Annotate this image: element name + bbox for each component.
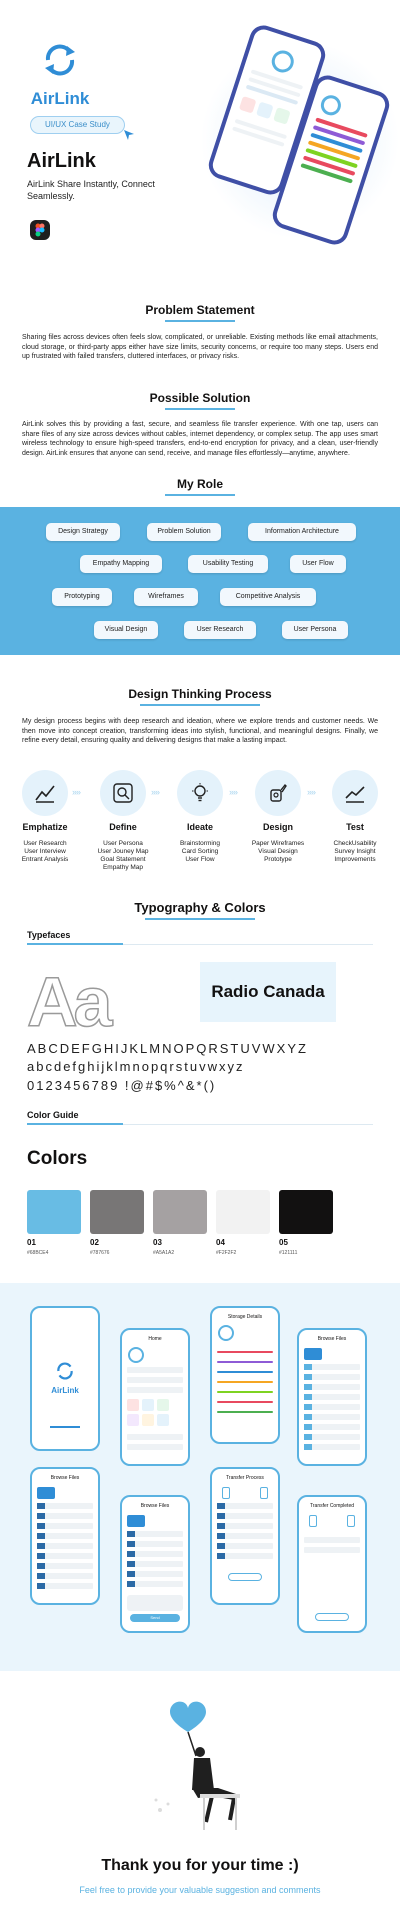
step-title: Define bbox=[109, 822, 137, 832]
role-title-text: My Role bbox=[176, 477, 223, 491]
swatch-number: 02 bbox=[90, 1238, 99, 1247]
step-title: Design bbox=[262, 822, 293, 832]
transfer-title: Transfer Process bbox=[226, 1475, 264, 1481]
browse-title: Browse Files bbox=[140, 1503, 170, 1509]
role-chip: Information Architecture bbox=[248, 523, 356, 541]
transfer-screen bbox=[210, 1467, 280, 1605]
swatch-number: 01 bbox=[27, 1238, 36, 1247]
browse-title: Browse Files bbox=[317, 1336, 347, 1342]
role-chip: User Flow bbox=[290, 555, 346, 573]
step-item: User Jouney Map bbox=[97, 848, 149, 855]
browse-title: Browse Files bbox=[50, 1475, 80, 1481]
arrow-chevrons: ›››› bbox=[151, 787, 159, 797]
browse-screen bbox=[297, 1328, 367, 1466]
font-name-card: Radio Canada bbox=[200, 962, 336, 1022]
figma-icon bbox=[30, 220, 50, 240]
role-title bbox=[0, 477, 400, 496]
splash-brand: AirLink bbox=[51, 1386, 79, 1395]
color-swatch bbox=[216, 1190, 270, 1234]
home-title: Home bbox=[148, 1336, 162, 1342]
step-define bbox=[88, 770, 158, 872]
hero-title: AirLink bbox=[27, 150, 96, 172]
swatch-number: 03 bbox=[153, 1238, 162, 1247]
trend-icon bbox=[332, 770, 378, 816]
brand-name: AirLink bbox=[30, 89, 90, 108]
hero-section bbox=[0, 0, 400, 270]
role-chip: Prototyping bbox=[52, 588, 112, 606]
role-band bbox=[0, 507, 400, 655]
step-items bbox=[165, 840, 235, 864]
colors-title: Colors bbox=[27, 1148, 88, 1169]
sync-logo-icon bbox=[54, 1360, 76, 1382]
swatch-number: 05 bbox=[279, 1238, 288, 1247]
step-item: CheckUsability bbox=[333, 840, 377, 847]
color-swatch bbox=[27, 1190, 81, 1234]
arrow-chevrons: ›››› bbox=[229, 787, 237, 797]
browse-screen-send bbox=[120, 1495, 190, 1633]
step-items bbox=[88, 840, 158, 872]
home-screen bbox=[120, 1328, 190, 1466]
step-item: Prototype bbox=[264, 856, 292, 863]
swatch-hex: #F2F2F2 bbox=[216, 1250, 237, 1256]
swatch-hex: #121111 bbox=[279, 1250, 298, 1256]
heart-icon bbox=[170, 1702, 206, 1732]
screens-showcase bbox=[0, 1283, 400, 1671]
thinking-text: My design process begins with deep research and ideation, where we explore trends and customer needs. We then move into concept creation, transforming ideas into stylish, functional, and meaningful designs. Finally, we refine every detail, ensuring quality and delivering designs that make a lasting impact. bbox=[22, 718, 378, 744]
sync-logo-icon bbox=[40, 40, 80, 80]
digits-symbols: 0123456789 !@#$%^&*() bbox=[27, 1078, 217, 1093]
step-item: User Interview bbox=[24, 848, 66, 855]
color-guide-label: Color Guide bbox=[27, 1110, 79, 1120]
transfer-complete-screen bbox=[297, 1495, 367, 1633]
problem-title-text: Problem Statement bbox=[145, 303, 255, 317]
step-items bbox=[320, 840, 390, 864]
step-design bbox=[243, 770, 313, 864]
feedback-note: Feel free to provide your valuable suggestion and comments bbox=[79, 1885, 321, 1895]
role-chip: Problem Solution bbox=[147, 523, 221, 541]
role-chip: Visual Design bbox=[94, 621, 158, 639]
role-chip: Empathy Mapping bbox=[80, 555, 162, 573]
case-study-pill: UI/UX Case Study bbox=[30, 116, 125, 134]
typefaces-label: Typefaces bbox=[27, 930, 71, 940]
chart-icon bbox=[22, 770, 68, 816]
brand-logo bbox=[30, 40, 90, 109]
magnifier-icon bbox=[100, 770, 146, 816]
design-tools-icon bbox=[255, 770, 301, 816]
step-item: User Research bbox=[23, 840, 67, 847]
typography-title-text: Typography & Colors bbox=[134, 900, 266, 915]
step-item: Entrant Analysis bbox=[21, 856, 69, 863]
step-item: Survey Insight bbox=[334, 848, 376, 855]
step-item: Goal Statement bbox=[100, 856, 146, 863]
problem-text: Sharing files across devices often feels slow, complicated, or unreliable. Existing methods like email attachments, cloud storage, or third-party apps either have size limits, security concerns, or require too many steps. Users end up frustrated with failed transfers, cluttered interfaces, or privacy risks. bbox=[22, 334, 378, 360]
solution-text: AirLink solves this by providing a fast, secure, and seamless file transfer experience. With one tap, users can share files of any size across devices without cables, internet dependency, or complex setup. The app uses smart wireless technology to ensure high-speed transfers, end-to-end encryption for privacy, and a clean, user-friendly design. AirLink ensures that anyone can send, receive, and manage files effortlessly—anytime, anywhere. bbox=[22, 421, 378, 457]
thinking-title-text: Design Thinking Process bbox=[128, 687, 272, 701]
color-swatch bbox=[279, 1190, 333, 1234]
send-button[interactable]: Send bbox=[130, 1614, 180, 1622]
lowercase-alphabet: abcdefghijklmnopqrstuvwxyz bbox=[27, 1059, 245, 1074]
color-swatch bbox=[90, 1190, 144, 1234]
role-chip: User Persona bbox=[282, 621, 348, 639]
step-item: Visual Design bbox=[258, 848, 298, 855]
step-ideate bbox=[165, 770, 235, 864]
typography-title bbox=[0, 900, 400, 920]
browse-screen-videos bbox=[30, 1467, 100, 1605]
step-emphatize bbox=[10, 770, 80, 864]
role-chip: Design Strategy bbox=[46, 523, 120, 541]
step-item: User Persona bbox=[103, 840, 143, 847]
arrow-chevrons: ›››› bbox=[307, 787, 315, 797]
step-item: Brainstorming bbox=[179, 840, 221, 847]
complete-title: Transfer Completed bbox=[310, 1503, 354, 1509]
splash-screen bbox=[30, 1306, 100, 1451]
swatch-hex: #787676 bbox=[90, 1250, 110, 1256]
role-chip: Competitive Analysis bbox=[220, 588, 316, 606]
solution-title bbox=[0, 391, 400, 410]
color-swatch bbox=[153, 1190, 207, 1234]
step-item: User Flow bbox=[185, 856, 215, 863]
font-sample: Aa bbox=[27, 963, 109, 1041]
swatch-hex: #A5A1A2 bbox=[153, 1250, 175, 1256]
lightbulb-icon bbox=[177, 770, 223, 816]
uppercase-alphabet: ABCDEFGHIJKLMNOPQRSTUVWXYZ bbox=[27, 1041, 308, 1056]
typefaces-divider bbox=[27, 944, 373, 945]
thank-you-illustration bbox=[140, 1690, 260, 1840]
role-chip: Wireframes bbox=[134, 588, 198, 606]
step-items bbox=[10, 840, 80, 864]
step-title: Test bbox=[346, 822, 364, 832]
arrow-chevrons: ›››› bbox=[72, 787, 80, 797]
cursor-icon bbox=[124, 130, 134, 140]
thinking-title bbox=[0, 687, 400, 706]
storage-screen bbox=[210, 1306, 280, 1444]
step-title: Emphatize bbox=[22, 822, 68, 832]
step-test bbox=[320, 770, 390, 864]
step-items bbox=[243, 840, 313, 864]
color-guide-divider bbox=[27, 1124, 373, 1125]
hero-subtitle: AirLink Share Instantly, Connect Seamlessly. bbox=[27, 179, 155, 201]
swatch-hex: #68BCE4 bbox=[27, 1250, 49, 1256]
solution-title-text: Possible Solution bbox=[149, 391, 251, 405]
swatch-number: 04 bbox=[216, 1238, 225, 1247]
step-item: Empathy Map bbox=[102, 864, 144, 871]
thank-you-heading: Thank you for your time :) bbox=[101, 1857, 299, 1874]
step-title: Ideate bbox=[186, 822, 213, 832]
step-item: Paper Wireframes bbox=[251, 840, 305, 847]
role-chip: Usability Testing bbox=[188, 555, 268, 573]
step-item: Card Sorting bbox=[181, 848, 219, 855]
storage-title: Storage Details bbox=[227, 1314, 263, 1320]
step-item: Improvements bbox=[334, 856, 376, 863]
problem-title bbox=[0, 303, 400, 322]
role-chip: User Research bbox=[184, 621, 256, 639]
